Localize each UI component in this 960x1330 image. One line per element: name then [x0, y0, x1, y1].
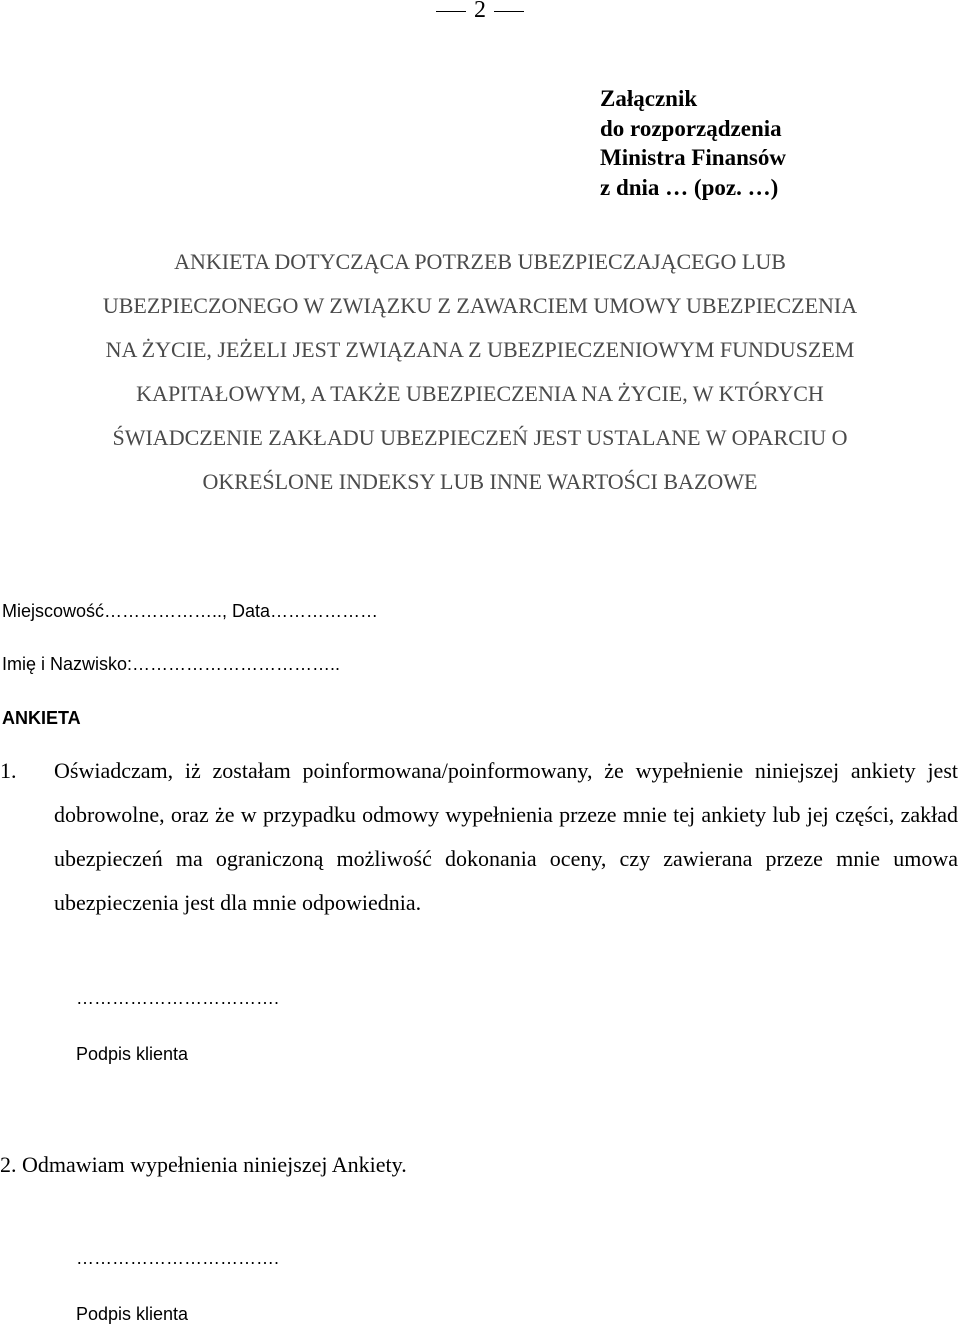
- title-line: UBEZPIECZONEGO W ZWIĄZKU Z ZAWARCIEM UMOWY UBEZPIECZENIA: [102, 293, 858, 318]
- annex-header: [600, 84, 786, 202]
- statement-item-2: [0, 1143, 407, 1187]
- page-number: [0, 0, 960, 24]
- item-text: Odmawiam wypełnienia niniejszej Ankiety.: [22, 1152, 407, 1177]
- name-field: Imię i Nazwisko:……………………………..: [2, 654, 341, 674]
- page-number-dash-left: [436, 11, 466, 12]
- annex-line: do rozporządzenia: [600, 115, 782, 141]
- item-number: 1.: [0, 758, 17, 783]
- title-line: KAPITAŁOWYM, A TAKŻE UBEZPIECZENIA NA ŻYCIE, W KTÓRYCH: [136, 381, 824, 406]
- title-line: ANKIETA DOTYCZĄCA POTRZEB UBEZPIECZAJĄCEGO LUB: [174, 249, 786, 274]
- title-line: ŚWIADCZENIE ZAKŁADU UBEZPIECZEŃ JEST USTALANE W OPARCIU O: [112, 425, 848, 450]
- signature-label: Podpis klienta: [76, 1044, 189, 1064]
- place-date-field: Miejscowość……………….., Data………………: [2, 601, 379, 621]
- document-title: [0, 240, 960, 504]
- title-line: NA ŻYCIE, JEŻELI JEST ZWIĄZANA Z UBEZPIECZENIOWYM FUNDUSZEM: [105, 337, 855, 362]
- survey-heading: ANKIETA: [2, 708, 81, 728]
- title-line: OKREŚLONE INDEKSY LUB INNE WARTOŚCI BAZOWE: [202, 469, 758, 494]
- signature-label: Podpis klienta: [76, 1304, 189, 1324]
- annex-line: Ministra Finansów: [600, 145, 786, 170]
- signature-line: …………………………….: [76, 988, 280, 1008]
- page-number-dash-right: [494, 11, 524, 12]
- annex-line: z dnia … (poz. …): [600, 174, 779, 200]
- item-text: Oświadczam, iż zostałam poinformowana/poinformowany, że wypełnienie niniejszej ankiety jest dobrowolne, oraz że w przypadku odmowy wypełnienia przeze mnie tej ankiety lub jej części, zakład ubezpieczeń ma ograniczoną możliwość dokonania oceny, czy zawierana przeze mnie umowa ubezpieczenia jest dla mnie odpowiednia.: [54, 758, 958, 915]
- page-number-value: 2: [474, 0, 486, 23]
- signature-line: …………………………….: [76, 1248, 280, 1268]
- annex-line: Załącznik: [600, 86, 698, 111]
- item-number: 2.: [0, 1152, 17, 1177]
